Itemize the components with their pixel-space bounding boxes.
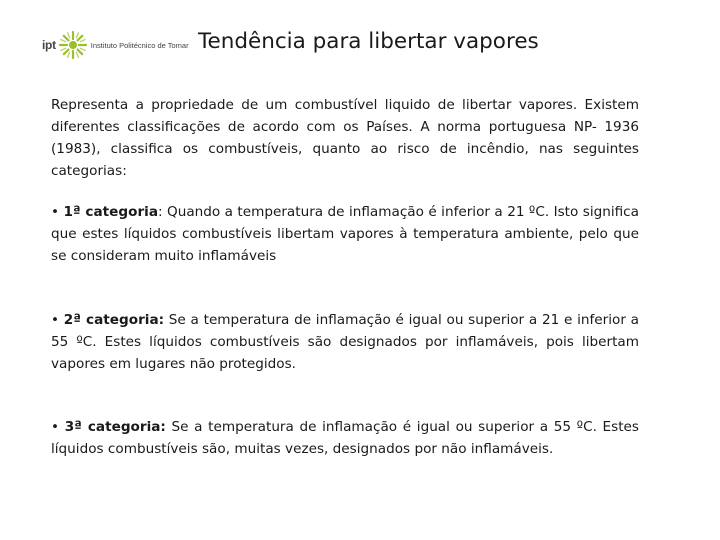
category-1-label: 1ª categoria: [63, 204, 158, 220]
category-3-paragraph: [51, 416, 639, 460]
logo-institution-name: Instituto Politécnico de Tomar: [90, 40, 189, 50]
bullet: •: [51, 204, 60, 220]
institution-logo: [42, 30, 189, 60]
category-1-text: : Quando a temperatura de inflamação é inferior a 21 ºC. Isto significa que estes líquidos combustíveis libertam vapores à temperatura ambiente, pelo que se consideram muito inflamáveis: [51, 204, 639, 264]
category-2-label: 2ª categoria:: [63, 312, 165, 328]
intro-paragraph: Representa a propriedade de um combustível liquido de libertar vapores. Existem diferentes classificações de acordo com os Países. A norma portuguesa NP- 1936 (1983), classifica os combustíveis, quanto ao risco de incêndio, nas seguintes categorias:: [51, 97, 639, 179]
category-1-paragraph: [51, 201, 639, 267]
category-2-paragraph: [51, 309, 639, 375]
sun-emblem-icon: [58, 30, 88, 60]
slide-title: Tendência para libertar vapores: [198, 29, 539, 54]
category-3-label: 3ª categoria:: [64, 419, 166, 435]
category-3-text: Se a temperatura de inflamação é igual ou superior a 55 ºC. Estes líquidos combustíveis são, muitas vezes, designados por não inflamáveis.: [51, 419, 639, 457]
bullet: •: [51, 312, 60, 328]
category-2-text: Se a temperatura de inflamação é igual ou superior a 21 e inferior a 55 ºC. Estes líquidos combustíveis são designados por inflamáveis, pois libertam vapores em lugares não protegidos.: [51, 312, 639, 372]
bullet: •: [51, 419, 60, 435]
logo-abbreviation: ipt: [42, 38, 56, 52]
